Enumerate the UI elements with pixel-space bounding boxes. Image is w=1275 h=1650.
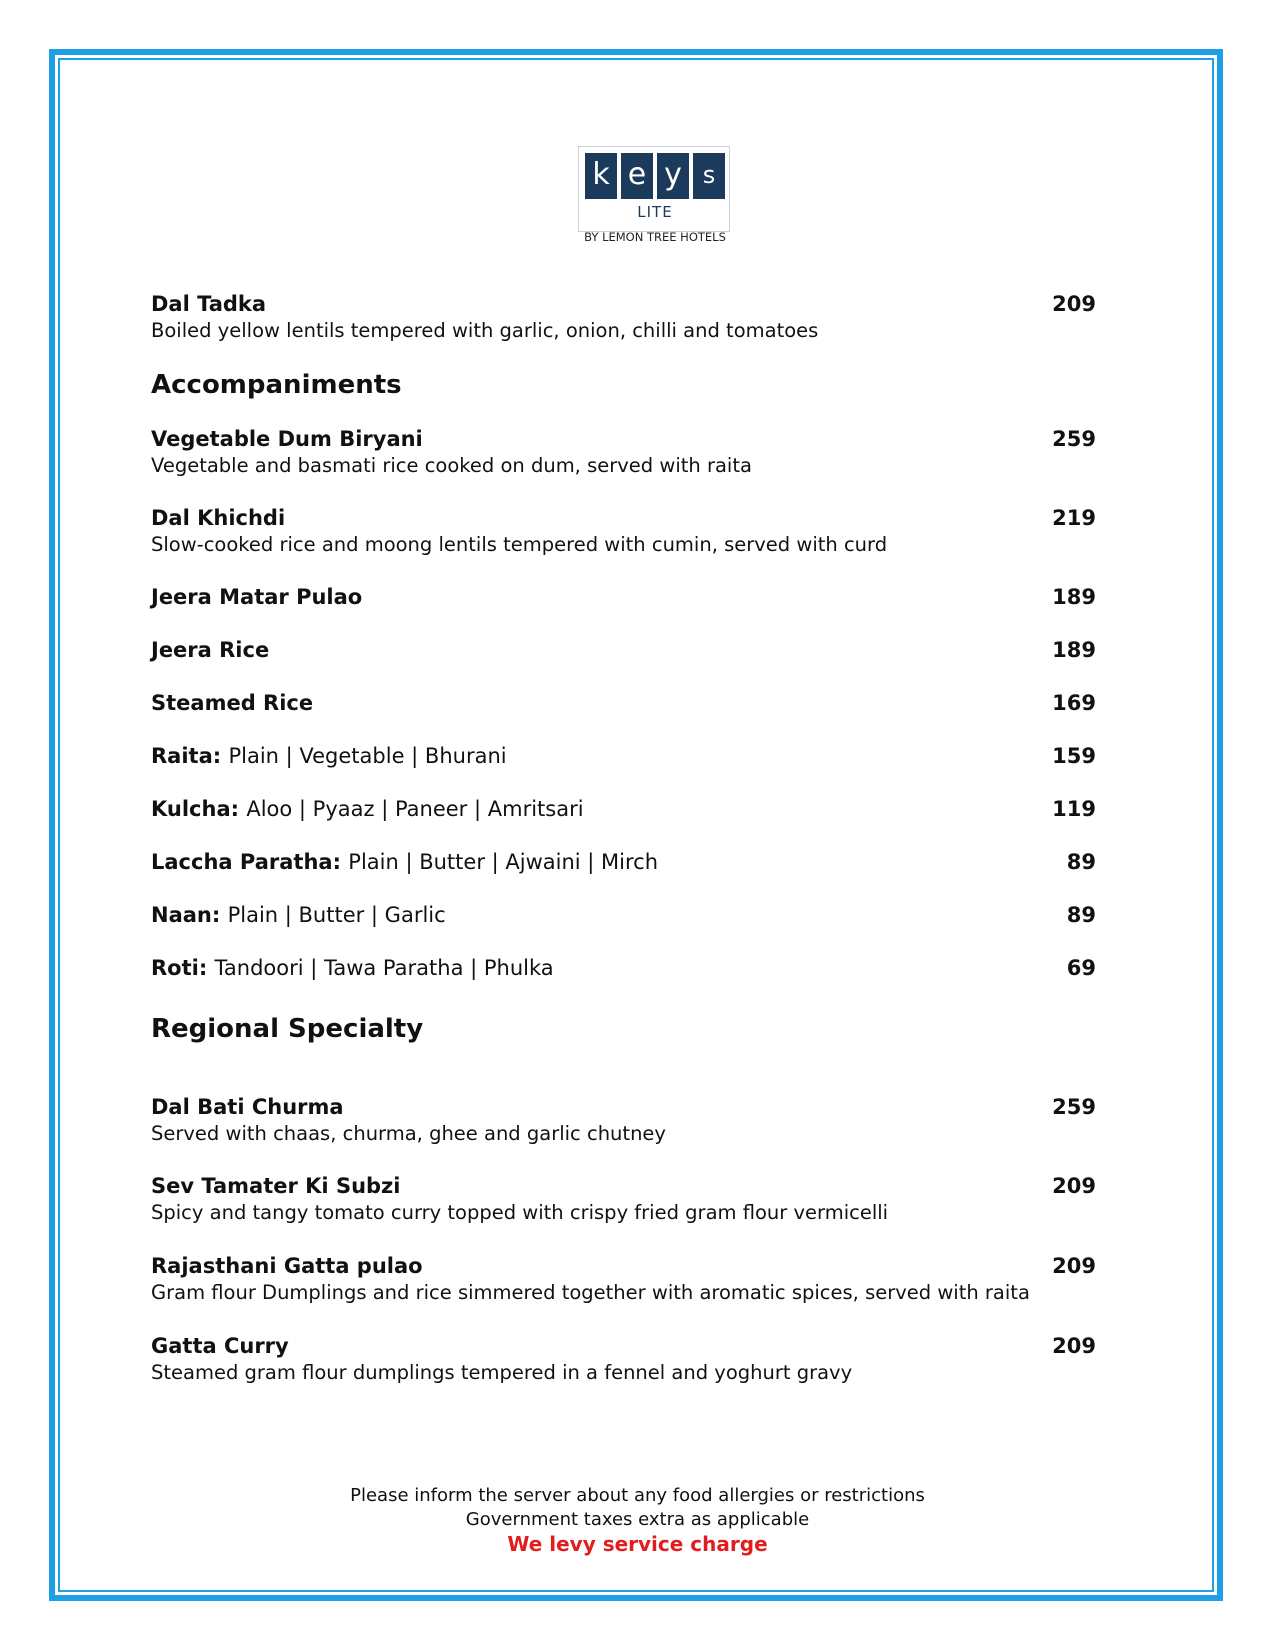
item-description: Slow-cooked rice and moong lentils tempered with cumin, served with curd — [151, 533, 888, 556]
item-name: Gatta Curry — [151, 1334, 289, 1358]
logo-tile-e: e — [621, 153, 653, 199]
logo-box — [578, 146, 730, 232]
menu-item-dal-khichdi — [151, 505, 1096, 558]
item-description: Steamed gram flour dumplings tempered in a fennel and yoghurt gravy — [151, 1361, 853, 1384]
item-variants: Aloo | Pyaaz | Paneer | Amritsari — [246, 797, 584, 821]
section-title-accompaniments: Accompaniments — [151, 370, 402, 400]
logo-byline: BY LEMON TREE HOTELS — [584, 230, 726, 244]
item-price: 189 — [1052, 638, 1096, 662]
logo-tile-y: y — [657, 153, 689, 199]
item-name-line — [151, 849, 1096, 875]
menu-item-jeera-rice — [151, 637, 1096, 663]
item-price: 89 — [1066, 850, 1096, 874]
item-description: Spicy and tangy tomato curry topped with crispy fried gram flour vermicelli — [151, 1201, 889, 1224]
footer-allergy-note: Please inform the server about any food allergies or restrictions — [350, 1485, 925, 1506]
item-name-line — [151, 955, 1096, 981]
item-price: 259 — [1052, 427, 1096, 451]
item-variants: Plain | Butter | Ajwaini | Mirch — [348, 850, 659, 874]
menu-item-naan — [151, 902, 1096, 928]
item-description: Boiled yellow lentils tempered with garlic, onion, chilli and tomatoes — [151, 319, 819, 342]
menu-item-laccha-paratha — [151, 849, 1096, 875]
keys-lite-logo — [578, 146, 734, 246]
footer-tax-note: Government taxes extra as applicable — [465, 1509, 810, 1530]
item-name: Dal Bati Churma — [151, 1095, 344, 1119]
menu-item-vegetable-dum-biryani — [151, 426, 1096, 479]
item-name: Steamed Rice — [151, 691, 314, 715]
item-name: Naan: — [151, 903, 221, 927]
menu-item-rajasthani-gatta-pulao — [151, 1253, 1096, 1306]
item-variants: Tandoori | Tawa Paratha | Phulka — [214, 956, 554, 980]
item-name: Dal Khichdi — [151, 506, 286, 530]
item-variants: Plain | Butter | Garlic — [227, 903, 446, 927]
menu-item-roti — [151, 955, 1096, 981]
item-price: 89 — [1066, 903, 1096, 927]
menu-item-steamed-rice — [151, 690, 1096, 716]
item-name-line — [151, 902, 1096, 928]
logo-letter-tiles — [585, 153, 725, 199]
menu-item-raita — [151, 743, 1096, 769]
item-name: Rajasthani Gatta pulao — [151, 1254, 423, 1278]
item-price: 259 — [1052, 1095, 1096, 1119]
item-variants: Plain | Vegetable | Bhurani — [228, 744, 507, 768]
item-description: Gram flour Dumplings and rice simmered together with aromatic spices, served with raita — [151, 1281, 1030, 1304]
item-price: 159 — [1052, 744, 1096, 768]
logo-lite-text: LITE — [637, 203, 673, 221]
item-description: Vegetable and basmati rice cooked on dum, served with raita — [151, 454, 752, 477]
menu-item-kulcha — [151, 796, 1096, 822]
logo-tile-k: k — [585, 153, 617, 199]
menu-item-gatta-curry — [151, 1333, 1096, 1386]
item-name: Jeera Matar Pulao — [151, 585, 363, 609]
menu-item-jeera-matar-pulao — [151, 584, 1096, 610]
menu-item-dal-tadka — [151, 291, 1096, 344]
item-name: Roti: — [151, 956, 208, 980]
item-name: Raita: — [151, 744, 222, 768]
item-price: 119 — [1052, 797, 1096, 821]
section-title-regional-specialty: Regional Specialty — [151, 1014, 424, 1044]
footer-service-charge-note: We levy service charge — [507, 1532, 768, 1556]
item-price: 219 — [1052, 506, 1096, 530]
item-name: Jeera Rice — [151, 638, 270, 662]
item-price: 189 — [1052, 585, 1096, 609]
item-price: 209 — [1052, 1174, 1096, 1198]
item-price: 209 — [1052, 1254, 1096, 1278]
item-name: Sev Tamater Ki Subzi — [151, 1174, 401, 1198]
item-price: 69 — [1066, 956, 1096, 980]
item-name: Laccha Paratha: — [151, 850, 341, 874]
menu-item-sev-tamater-ki-subzi — [151, 1173, 1096, 1226]
item-price: 169 — [1052, 691, 1096, 715]
item-name-line — [151, 743, 1096, 769]
item-name: Vegetable Dum Biryani — [151, 427, 423, 451]
item-price: 209 — [1052, 292, 1096, 316]
logo-tile-s: s — [693, 153, 725, 199]
item-description: Served with chaas, churma, ghee and garlic chutney — [151, 1122, 666, 1145]
item-name-line — [151, 796, 1096, 822]
item-name: Dal Tadka — [151, 292, 267, 316]
item-name: Kulcha: — [151, 797, 240, 821]
item-price: 209 — [1052, 1334, 1096, 1358]
menu-item-dal-bati-churma — [151, 1094, 1096, 1147]
